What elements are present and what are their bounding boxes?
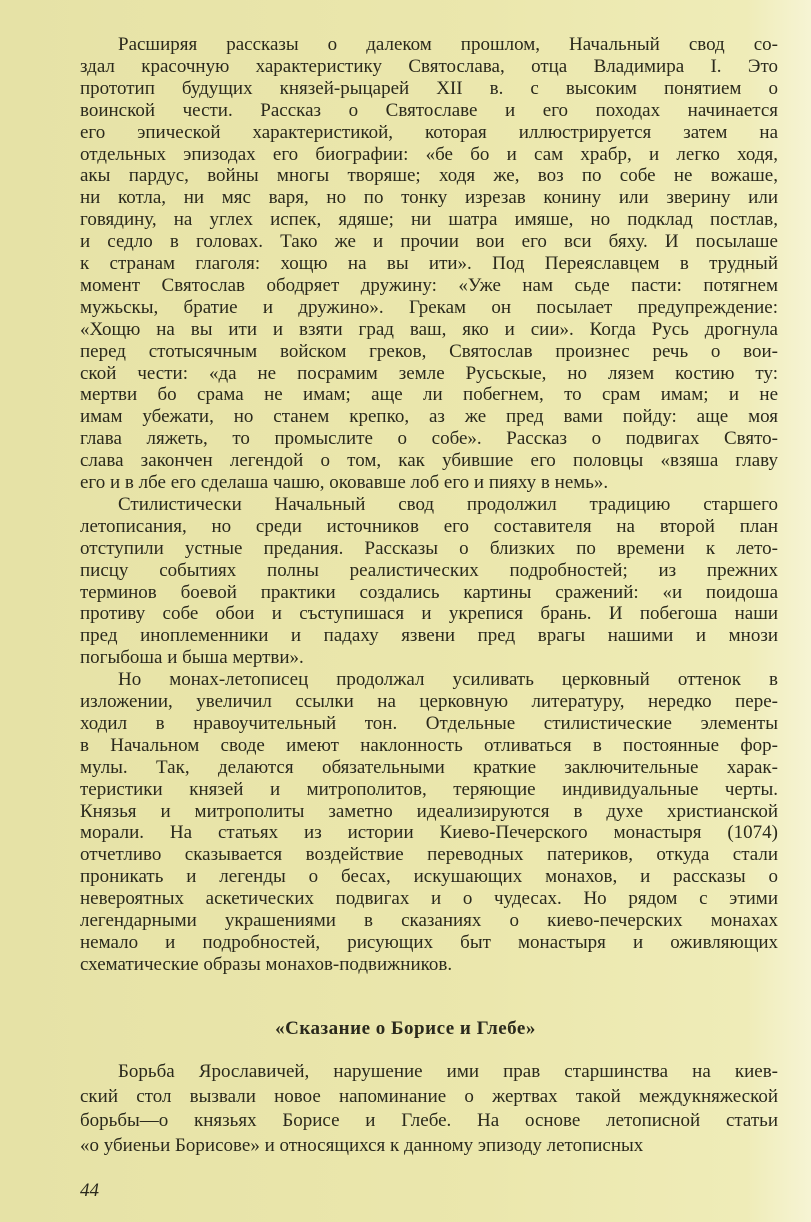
text-line: Борьба Ярославичей, нарушение ими прав старшинства на киев-: [118, 1061, 778, 1082]
text-line: изложении, увеличил ссылки на церковную литературу, нередко пере-: [80, 691, 778, 712]
text-line: летописания, но среди источников его составителя на второй план: [80, 515, 778, 537]
text-line: ходил в нравоучительный тон. Отдельные стилистические элементы: [80, 712, 778, 734]
text-line: «Хощю на вы ити и взяти град ваш, яко и сии». Когда Русь дрогнула: [80, 318, 778, 340]
text-line: Стилистически Начальный свод продолжил традицию старшего: [118, 493, 778, 515]
text-line: глава ляжеть, то промыслите о собе». Рассказ о подвигах Свято-: [80, 428, 778, 450]
text-line: мертви бо срама не имам; аще ли побегнем, то срам имам; и не: [80, 384, 778, 406]
text-line: Но монах-летописец продолжал усиливать церковный оттенок в: [118, 669, 778, 691]
text-line: пред иноплеменники и падаху язвени пред врагы нашими и мнози: [80, 625, 778, 647]
text-line: перед стотысячным войском греков, Святослав произнес речь о вои-: [80, 340, 778, 362]
text-line: акы пардус, войны многы творяше; ходя же, воз по собе не вожаше,: [80, 165, 778, 187]
text-line: отступили устные предания. Рассказы о близких по времени к лето-: [80, 537, 778, 559]
text-line: Князья и митрополиты заметно идеализируются в духе христианской: [80, 800, 778, 822]
text-line: здал красочную характеристику Святослава, отца Владимира I. Это: [80, 55, 778, 77]
text-line: терминов боевой практики создались картины сражений: «и поидоша: [80, 581, 778, 603]
text-line: противу собе обои и съступишася и укрепися брань. И побегоша наши: [80, 603, 778, 625]
text-line: мулы. Так, делаются обязательными краткие заключительные харак-: [80, 756, 778, 778]
text-line: отдельных эпизодах его биографии: «бе бо и сам храбр, и легко ходя,: [80, 143, 778, 165]
text-line: и седло в головах. Тако же и прочии вои его вси бяху. И посылаше: [80, 231, 778, 253]
text-line: ский стол вызвали новое напоминание о жертвах такой междукняжеской: [80, 1085, 778, 1107]
text-line: «о убиеньи Борисове» и относящихся к данному эпизоду летописных: [80, 1134, 644, 1156]
text-line: легендарными украшениями в сказаниях о киево-печерских монахах: [80, 910, 778, 931]
text-line: в Начальном своде имеют наклонность отливаться в постоянные фор-: [80, 734, 778, 756]
text-line: его эпической характеристикой, которая иллюстрируется затем на: [80, 121, 778, 143]
section-heading: «Сказание о Борисе и Глебе»: [275, 1018, 536, 1039]
text-line: говядину, на углех испек, ядяше; ни шатра имяше, но подклад постлав,: [80, 209, 778, 231]
text-line: момент Святослав ободряет дружину: «Уже нам сьде пасти: потягнем: [80, 274, 778, 296]
text-line: его и в лбе его сделаша чашю, оковавше лоб его и пияху в немь».: [80, 472, 609, 493]
text-line: невероятных аскетических подвигах и о чудесах. Но рядом с этими: [80, 888, 778, 910]
text-line: воинской чести. Рассказ о Святославе и его походах начинается: [80, 99, 778, 121]
text-line: писцу событиях полны реалистических подробностей; из прежних: [80, 559, 778, 581]
text-line: теристики князей и митрополитов, теряющие индивидуальные черты.: [80, 778, 778, 800]
text-line: к странам глаголя: хощю на вы ити». Под Переяславцем в трудный: [80, 253, 778, 274]
text-line: мужьскы, братие и дружино». Грекам он посылает предупреждение:: [80, 296, 778, 318]
text-line: схематические образы монахов-подвижников.: [80, 953, 453, 975]
text-line: ни котла, ни мяс варя, но по тонку изрезав конину или зверину или: [80, 187, 778, 209]
page-number: 44: [80, 1180, 99, 1201]
text-line: погыбоша и быша мертви».: [80, 647, 304, 669]
text-line: прототип будущих князей-рыцарей XII в. с высоким понятием о: [80, 77, 778, 99]
text-line: имам убежати, но станем крепко, аз же пред вами пойду: аще моя: [80, 406, 778, 428]
text-line: борьбы—о князьях Борисе и Глебе. На основе летописной статьи: [80, 1110, 778, 1131]
text-line: слава закончен легендой о том, как убившие его половцы «взяша главу: [80, 450, 778, 472]
text-line: ской чести: «да не посрамим земле Русьскые, но лязем костию ту:: [80, 362, 778, 384]
text-line: Расширяя рассказы о далеком прошлом, Начальный свод со-: [118, 34, 778, 55]
text-line: немало и подробностей, рисующих быт монастыря и оживляющих: [80, 931, 778, 953]
text-line: морали. На статьях из истории Киево-Печерского монастыря (1074): [80, 822, 778, 844]
text-line: проникать и легенды о бесах, искушающих монахов, и рассказы о: [80, 866, 778, 888]
text-line: отчетливо сказывается воздействие переводных патериков, откуда стали: [80, 844, 778, 866]
